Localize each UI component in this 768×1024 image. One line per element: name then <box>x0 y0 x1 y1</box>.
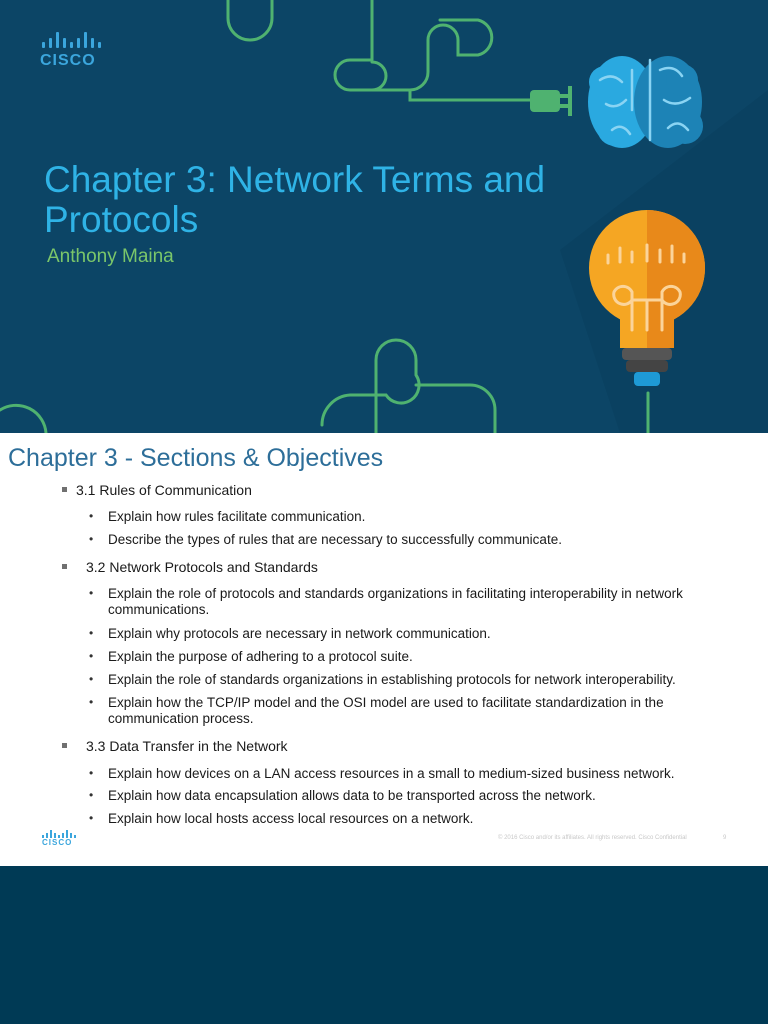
bullet-dot-icon: • <box>89 811 94 825</box>
copyright-text: © 2016 Cisco and/or its affiliates. All rights reserved. Cisco Confidential <box>498 835 687 841</box>
bullet-dot-icon: • <box>89 649 94 663</box>
cisco-bars-icon <box>42 830 76 838</box>
square-bullet-icon <box>62 743 67 748</box>
bullet-dot-icon: • <box>89 672 94 686</box>
cisco-logo <box>40 32 110 72</box>
objective-item: Explain how local hosts access local resources on a network. <box>108 811 474 826</box>
author-name: Anthony Maina <box>47 246 174 267</box>
bullet-dot-icon: • <box>89 788 94 802</box>
brain-icon <box>588 56 703 148</box>
title-slide <box>0 0 768 433</box>
objective-item: Explain the purpose of adhering to a protocol suite. <box>108 649 413 664</box>
objective-item: Explain the role of protocols and standards organizations in facilitating interoperability in network communications. <box>108 586 683 617</box>
bullet-dot-icon: • <box>89 532 94 546</box>
bullet-dot-icon: • <box>89 626 94 640</box>
section-label: 3.2 Network Protocols and Standards <box>86 559 318 575</box>
empty-page-area <box>0 866 768 1024</box>
objective-item: Explain how devices on a LAN access resources in a small to medium-sized business network. <box>108 766 675 781</box>
bullet-dot-icon: • <box>89 509 94 523</box>
footer-cisco-logo <box>42 830 76 847</box>
chapter-title: Chapter 3: Network Terms and Protocols <box>44 159 546 240</box>
objective-item: Explain how rules facilitate communication. <box>108 509 366 524</box>
plug-icon <box>530 86 572 116</box>
section-label: 3.1 Rules of Communication <box>76 482 252 498</box>
page-number: 9 <box>723 835 727 841</box>
bullet-dot-icon: • <box>89 766 94 780</box>
square-bullet-icon <box>62 487 67 492</box>
objective-item: Describe the types of rules that are necessary to successfully communicate. <box>108 532 562 547</box>
bullet-dot-icon: • <box>89 586 94 600</box>
footer-logo-text: CISCO <box>42 838 73 847</box>
cisco-logo-text: CISCO <box>40 52 96 69</box>
square-bullet-icon <box>62 564 67 569</box>
objective-item: Explain the role of standards organizations in establishing protocols for network interoperability. <box>108 672 676 687</box>
bullet-dot-icon: • <box>89 695 94 709</box>
cisco-bars-icon <box>42 32 110 48</box>
section-label: 3.3 Data Transfer in the Network <box>86 738 288 754</box>
objective-item: Explain why protocols are necessary in network communication. <box>108 626 491 641</box>
objectives-heading: Chapter 3 - Sections & Objectives <box>8 444 384 472</box>
objectives-slide <box>0 433 768 866</box>
objective-item: Explain how the TCP/IP model and the OSI model are used to facilitate standardization in the communication process. <box>108 695 664 726</box>
objective-item: Explain how data encapsulation allows data to be transported across the network. <box>108 788 596 803</box>
